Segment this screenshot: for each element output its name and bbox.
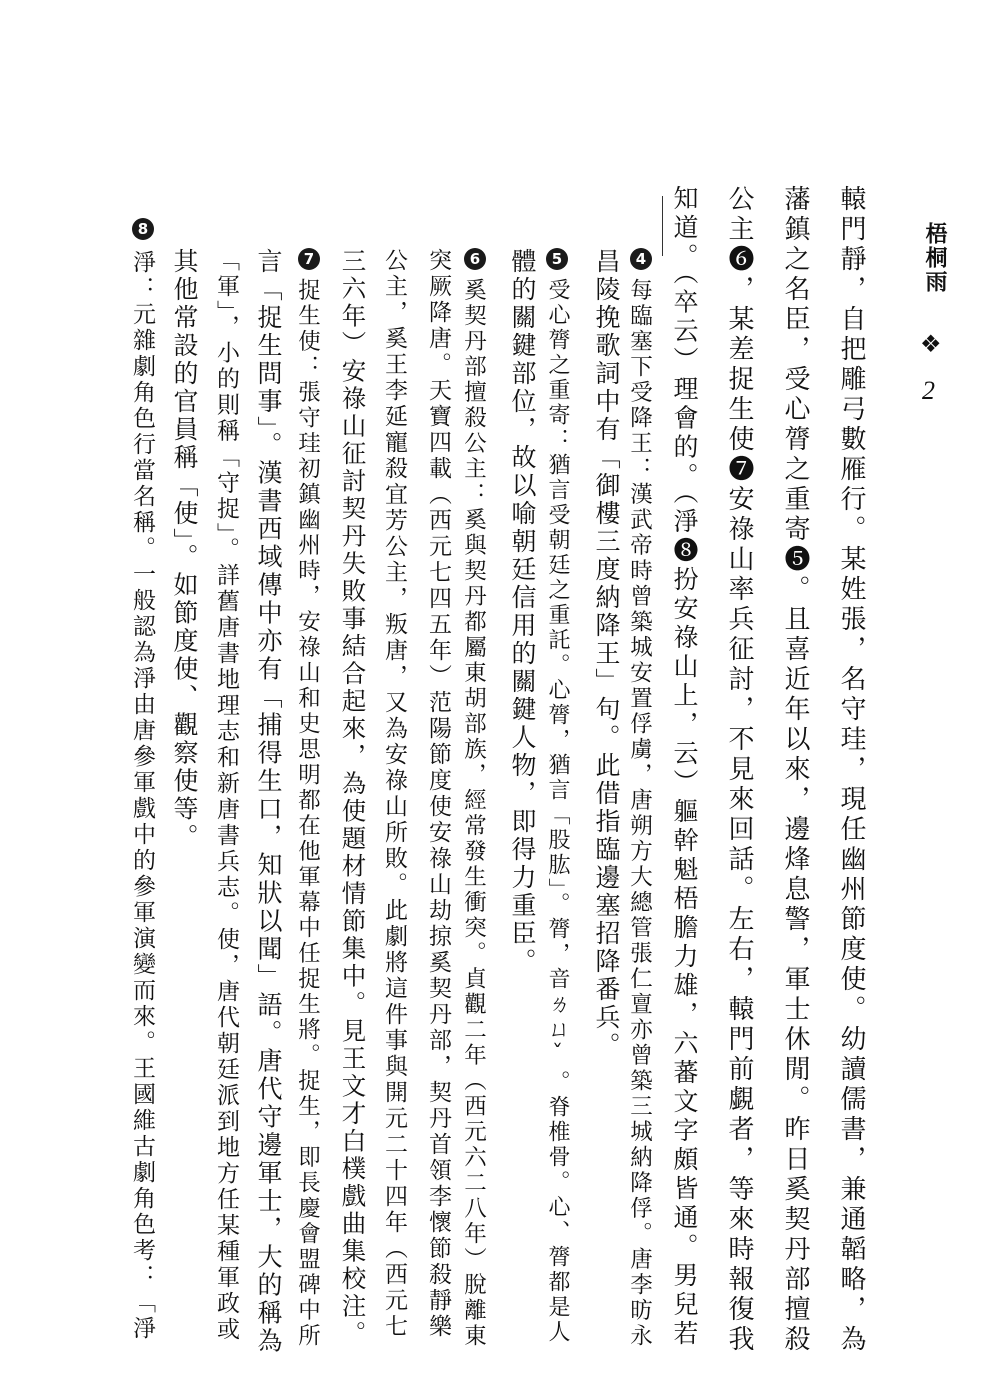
note-line: 三六年）安祿山征討契丹失敗事結合起來，為使題材情節集中。見王文才白樸戲曲集校注。 bbox=[338, 248, 368, 1348]
note-number-badge: 7 bbox=[298, 248, 320, 270]
note-line: 體的關鍵部位，故以喻朝廷信用的關鍵人物，即得力重臣。 bbox=[508, 248, 537, 976]
note-line: 奚契丹部擅殺公主：奚與契丹都屬東胡部族，經常發生衝突。貞觀二年（西元六二八年）脫離東 bbox=[460, 278, 487, 1349]
note-line: 受心膂之重寄：猶言受朝廷之重託。心膂，猶言「股肱」。膂，音ㄌㄩˇ。脊椎骨。心、膂都是人 bbox=[545, 278, 570, 1345]
ornament-icon: ❖ bbox=[920, 330, 942, 358]
page-number: 2 bbox=[922, 376, 935, 405]
note-number-badge: 5 bbox=[546, 248, 568, 270]
book-title: 梧桐雨 bbox=[922, 222, 948, 294]
note-line: 其他常設的官員稱「使」。如節度使、觀察使等。 bbox=[170, 248, 199, 852]
note-line: 捉生使：張守珪初鎮幽州時，安祿山和史思明都在他軍幕中任捉生將。捉生，即長慶會盟碑中所 bbox=[294, 278, 321, 1349]
note-line: 「軍」，小的則稱「守捉」。詳舊唐書地理志和新唐書兵志。使，唐代朝廷派到地方任某種軍政或 bbox=[213, 248, 239, 1343]
note-line: 公主，奚王李延寵殺宜芳公主，叛唐，又為安祿山所敗。此劇將這件事與開元二十四年（西元七 bbox=[381, 248, 407, 1340]
notes-separator bbox=[662, 196, 663, 256]
note-line: 每臨塞下受降王：漢武帝時曾築城安置俘虜，唐朔方大總管張仁亶亦曾築三城納降俘。唐李昉永 bbox=[626, 278, 653, 1349]
note-line: 淨：元雜劇角色行當名稱。一般認為淨由唐參軍戲中的參軍演變而來。王國維古劇角色考：「淨 bbox=[129, 250, 155, 1342]
note-line: 昌陵挽歌詞中有「御樓三度納降王」句。此借指臨邊塞招降番兵。 bbox=[592, 248, 621, 1060]
main-text-line: 公主❻，某差捉生使❼安祿山率兵征討，不見來回話。左右，轅門前覷者，等來時報復我 bbox=[724, 185, 754, 1355]
main-text-line: 知道。（卒云）理會的。（淨❽扮安祿山上，云）軀幹魁梧膽力雄，六蕃文字頗皆通。男兒若 bbox=[670, 185, 699, 1349]
note-line: 突厥降唐。天寶四載（西元七四五年）范陽節度使安祿山劫掠奚契丹部，契丹首領李懷節殺靜樂 bbox=[425, 248, 451, 1340]
main-text-line: 藩鎮之名臣，受心膂之重寄❺。且喜近年以來，邊烽息警，軍士休閒。昨日奚契丹部擅殺 bbox=[780, 185, 810, 1355]
main-text-line: 轅門靜，自把雕弓數雁行。某姓張，名守珪，現任幽州節度使。幼讀儒書，兼通韜略，為 bbox=[836, 185, 866, 1355]
note-number-badge: 4 bbox=[630, 248, 652, 270]
note-line: 言「捉生問事」。漢書西域傳中亦有「捕得生口，知狀以聞」語。唐代守邊軍士，大的稱為 bbox=[254, 248, 283, 1356]
note-number-badge: 6 bbox=[464, 248, 486, 270]
note-number-badge: 8 bbox=[132, 218, 154, 240]
